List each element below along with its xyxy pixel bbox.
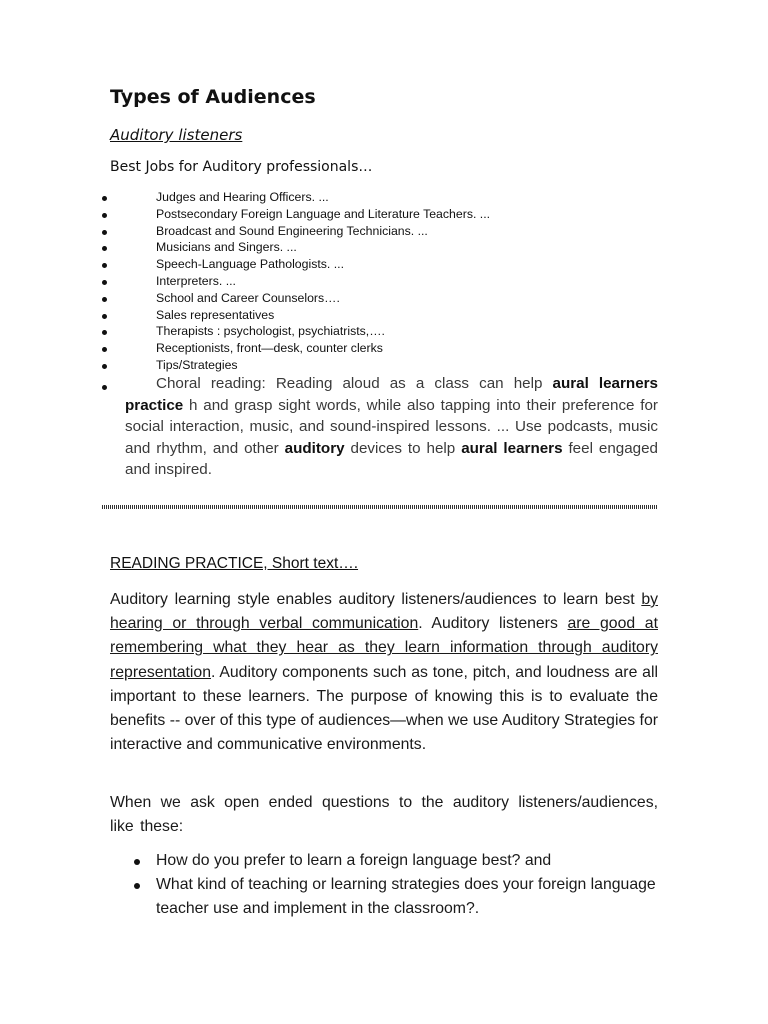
bullet-icon: [102, 213, 107, 218]
list-item: Tips/Strategies: [0, 357, 768, 374]
list-item: Musicians and Singers. ...: [0, 239, 768, 256]
bullet-icon: [102, 364, 107, 369]
list-item: School and Career Counselors….: [0, 290, 768, 307]
choral-reading-text: Choral reading: Reading aloud as a class can help aural learners practice h and grasp sight words, while also tapping into their preference for social interaction, music, and sound-inspired lessons. ... Use podcasts, music and rhythm, and other auditory devices to help aural learners feel engaged and inspired.: [125, 375, 659, 479]
bullet-icon: [102, 196, 107, 201]
list-item: Interpreters. ...: [0, 273, 768, 290]
bullet-icon: [102, 347, 107, 352]
page-title: Types of Audiences: [110, 86, 316, 108]
bullet-icon: [102, 314, 107, 319]
list-item: Therapists : psychologist, psychiatrists,….: [0, 323, 768, 340]
bullet-icon: [102, 280, 107, 285]
list-item: Sales representatives: [0, 307, 768, 324]
list-item: What kind of teaching or learning strategies does your foreign language teacher use and implement in the classroom?.: [0, 873, 768, 921]
list-item: Receptionists, front—desk, counter clerks: [0, 340, 768, 357]
questions-list: [0, 849, 768, 922]
bullet-icon: [102, 246, 107, 251]
bullet-icon: [102, 385, 107, 390]
section-subtitle: Auditory listeners: [110, 126, 243, 144]
dotted-divider: [102, 505, 658, 509]
bullet-icon: [134, 859, 140, 865]
jobs-heading: Best Jobs for Auditory professionals…: [110, 159, 373, 175]
list-item: Speech-Language Pathologists. ...: [0, 256, 768, 273]
questions-intro: When we ask open ended questions to the auditory listeners/audiences, like these:: [110, 794, 658, 836]
bullet-icon: [102, 230, 107, 235]
list-item: Broadcast and Sound Engineering Technicians. ...: [0, 223, 768, 240]
bullet-icon: [102, 330, 107, 335]
main-paragraph: Auditory learning style enables auditory listeners/audiences to learn best by hearing or through verbal communication. Auditory listeners are good at remembering what they hear as they learn information through auditory representation. Auditory components such as tone, pitch, and loudness are all important to these learners. The purpose of knowing this is to evaluate the benefits -- over of this type of audiences—when we use Auditory Strategies for interactive and communicative environments.: [110, 591, 658, 754]
bullet-icon: [134, 883, 140, 889]
reading-practice-title: READING PRACTICE, Short text….: [110, 555, 359, 572]
bullet-icon: [102, 297, 107, 302]
bullet-icon: [102, 263, 107, 268]
list-item: Judges and Hearing Officers. ...: [0, 189, 768, 206]
jobs-list: [0, 189, 768, 374]
list-item: How do you prefer to learn a foreign language best? and: [0, 849, 768, 873]
list-item: Postsecondary Foreign Language and Literature Teachers. ...: [0, 206, 768, 223]
